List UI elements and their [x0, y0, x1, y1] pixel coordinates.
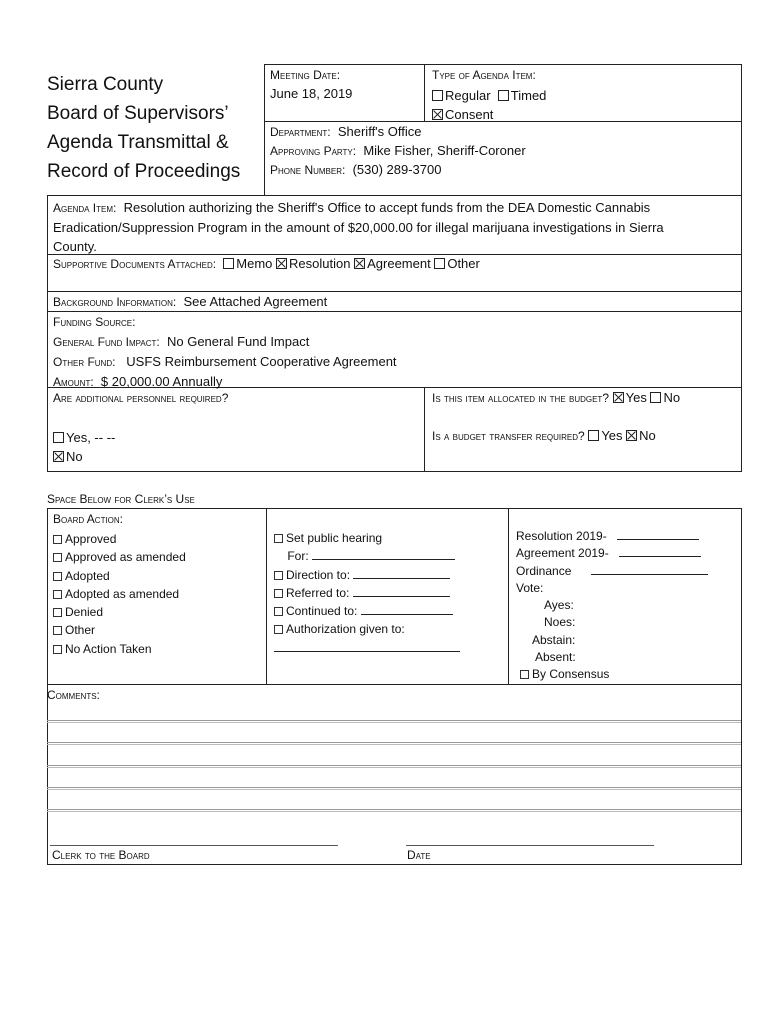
regular-checkbox[interactable] [432, 90, 443, 101]
approving-row [270, 143, 526, 158]
approving-value: Mike Fisher, Sheriff-Coroner [363, 143, 526, 158]
transfer-row [432, 428, 656, 443]
budget-row [432, 390, 680, 405]
referred-option[interactable]: Referred to: [274, 584, 504, 602]
transfer-label: Is a budget transfer required? [432, 429, 585, 443]
background-label: Background Information: [53, 295, 177, 309]
comment-line[interactable] [47, 809, 741, 810]
meeting-date-label: Meeting Date: [270, 68, 341, 82]
ordinance-number-field[interactable]: Ordinance [516, 563, 736, 580]
agenda-item-line-3: County. [53, 239, 97, 254]
department-value: Sheriff's Office [337, 124, 422, 139]
transfer-yes-label: Yes [601, 428, 623, 443]
budget-no-checkbox[interactable] [650, 392, 661, 403]
comment-line[interactable] [47, 787, 741, 788]
background-value: See Attached Agreement [183, 294, 328, 309]
timed-label: Timed [510, 88, 547, 103]
phone-label: Phone Number: [270, 163, 346, 177]
phone-value: (530) 289-3700 [352, 162, 442, 177]
clerk-use-heading: Space Below for Clerk’s Use [47, 492, 195, 506]
meeting-date-value: June 18, 2019 [270, 86, 353, 101]
set-hearing-option[interactable]: Set public hearing [274, 529, 504, 547]
department-row [270, 124, 422, 139]
amount-value: $ 20,000.00 Annually [100, 374, 223, 389]
vote-label: Vote: [516, 580, 544, 595]
board-option[interactable]: Adopted [53, 567, 186, 585]
phone-row [270, 162, 441, 177]
consent-checkbox[interactable] [432, 109, 443, 120]
agreement-label: Agreement [367, 256, 431, 271]
resolution-checkbox[interactable] [276, 258, 287, 269]
board-option[interactable]: Approved [53, 530, 186, 548]
other-fund-label: Other Fund: [53, 355, 116, 369]
resolution-label: Resolution [289, 256, 351, 271]
agenda-type-label: Type of Agenda Item: [432, 68, 536, 82]
noes-label: Noes: [544, 615, 576, 630]
date-signature-line[interactable] [406, 845, 654, 846]
title-line-2: Board of Supervisors’ [47, 103, 229, 124]
board-option[interactable]: Approved as amended [53, 548, 186, 566]
authorization-field[interactable] [274, 639, 504, 657]
gf-impact-label: General Fund Impact: [53, 335, 160, 349]
direction-option[interactable]: Direction to: [274, 566, 504, 584]
regular-label: Regular [445, 88, 491, 103]
form-title [47, 70, 240, 186]
abstain-label: Abstain: [532, 632, 576, 647]
comment-line[interactable] [47, 765, 741, 766]
agenda-item [53, 198, 738, 256]
hearing-for-field[interactable]: For: [274, 547, 504, 565]
budget-yes-label: Yes [625, 390, 647, 405]
resolution-number-field[interactable]: Resolution 2019- [516, 528, 736, 545]
board-option[interactable]: No Action Taken [53, 640, 186, 658]
comment-line[interactable] [47, 742, 741, 743]
clerk-signature-label: Clerk to the Board [52, 848, 150, 862]
other-fund-value: USFS Reimbursement Cooperative Agreement [126, 354, 397, 369]
agenda-item-label: Agenda Item: [53, 201, 117, 215]
gf-impact-value: No General Fund Impact [166, 334, 310, 349]
comments-label: Comments: [47, 688, 100, 702]
board-action-options [53, 530, 186, 658]
other-doc-label: Other [447, 256, 480, 271]
agreement-checkbox[interactable] [354, 258, 365, 269]
title-line-1: Sierra County [47, 74, 164, 95]
authorization-option[interactable]: Authorization given to: [274, 620, 504, 638]
personnel-label: Are additional personnel required? [53, 391, 229, 405]
ayes-label: Ayes: [544, 598, 574, 613]
approving-label: Approving Party: [270, 144, 357, 158]
transfer-no-label: No [639, 428, 656, 443]
memo-checkbox[interactable] [223, 258, 234, 269]
personnel-yes-label: Yes, -- -- [66, 430, 116, 445]
funding-source-label: Funding Source: [53, 315, 136, 329]
personnel-no-checkbox[interactable] [53, 451, 64, 462]
budget-yes-checkbox[interactable] [613, 392, 624, 403]
board-option[interactable]: Other [53, 621, 186, 639]
supporting-docs-label: Supportive Documents Attached: [53, 257, 217, 271]
budget-no-label: No [663, 390, 681, 405]
budget-label: Is this item allocated in the budget? [432, 391, 609, 405]
agenda-item-line-2: Eradication/Suppression Program in the amount of $20,000.00 for illegal marijuana investigations in Sierra [53, 220, 664, 235]
agenda-type-options [432, 86, 546, 124]
other-doc-checkbox[interactable] [434, 258, 445, 269]
transfer-yes-checkbox[interactable] [588, 430, 599, 441]
transfer-no-checkbox[interactable] [626, 430, 637, 441]
clerk-signature-line[interactable] [50, 845, 338, 846]
title-line-4: Record of Proceedings [47, 161, 241, 182]
memo-label: Memo [236, 256, 273, 271]
board-option[interactable]: Adopted as amended [53, 585, 186, 603]
continued-option[interactable]: Continued to: [274, 602, 504, 620]
date-signature-label: Date [407, 848, 431, 862]
clerk-mid-column [274, 529, 504, 657]
department-label: Department: [270, 125, 331, 139]
background-row [53, 294, 327, 309]
consent-label: Consent [445, 107, 494, 122]
board-option[interactable]: Denied [53, 603, 186, 621]
agreement-number-field[interactable]: Agreement 2019- [516, 545, 736, 562]
timed-checkbox[interactable] [498, 90, 509, 101]
personnel-yes-checkbox[interactable] [53, 432, 64, 443]
comment-line[interactable] [47, 720, 741, 721]
board-action-label: Board Action: [53, 512, 124, 526]
consensus-option[interactable]: By Consensus [516, 666, 736, 683]
personnel-no-label: No [66, 449, 83, 464]
personnel-options [53, 428, 115, 466]
title-line-3: Agenda Transmittal & [47, 132, 229, 153]
funding-block [53, 313, 397, 392]
amount-label: Amount: [53, 375, 94, 389]
supporting-docs-row [53, 256, 480, 271]
absent-label: Absent: [535, 650, 576, 665]
clerk-right-column [516, 528, 736, 684]
agenda-item-line-1: Resolution authorizing the Sheriff's Office to accept funds from the DEA Domestic Cannabis [123, 200, 651, 215]
